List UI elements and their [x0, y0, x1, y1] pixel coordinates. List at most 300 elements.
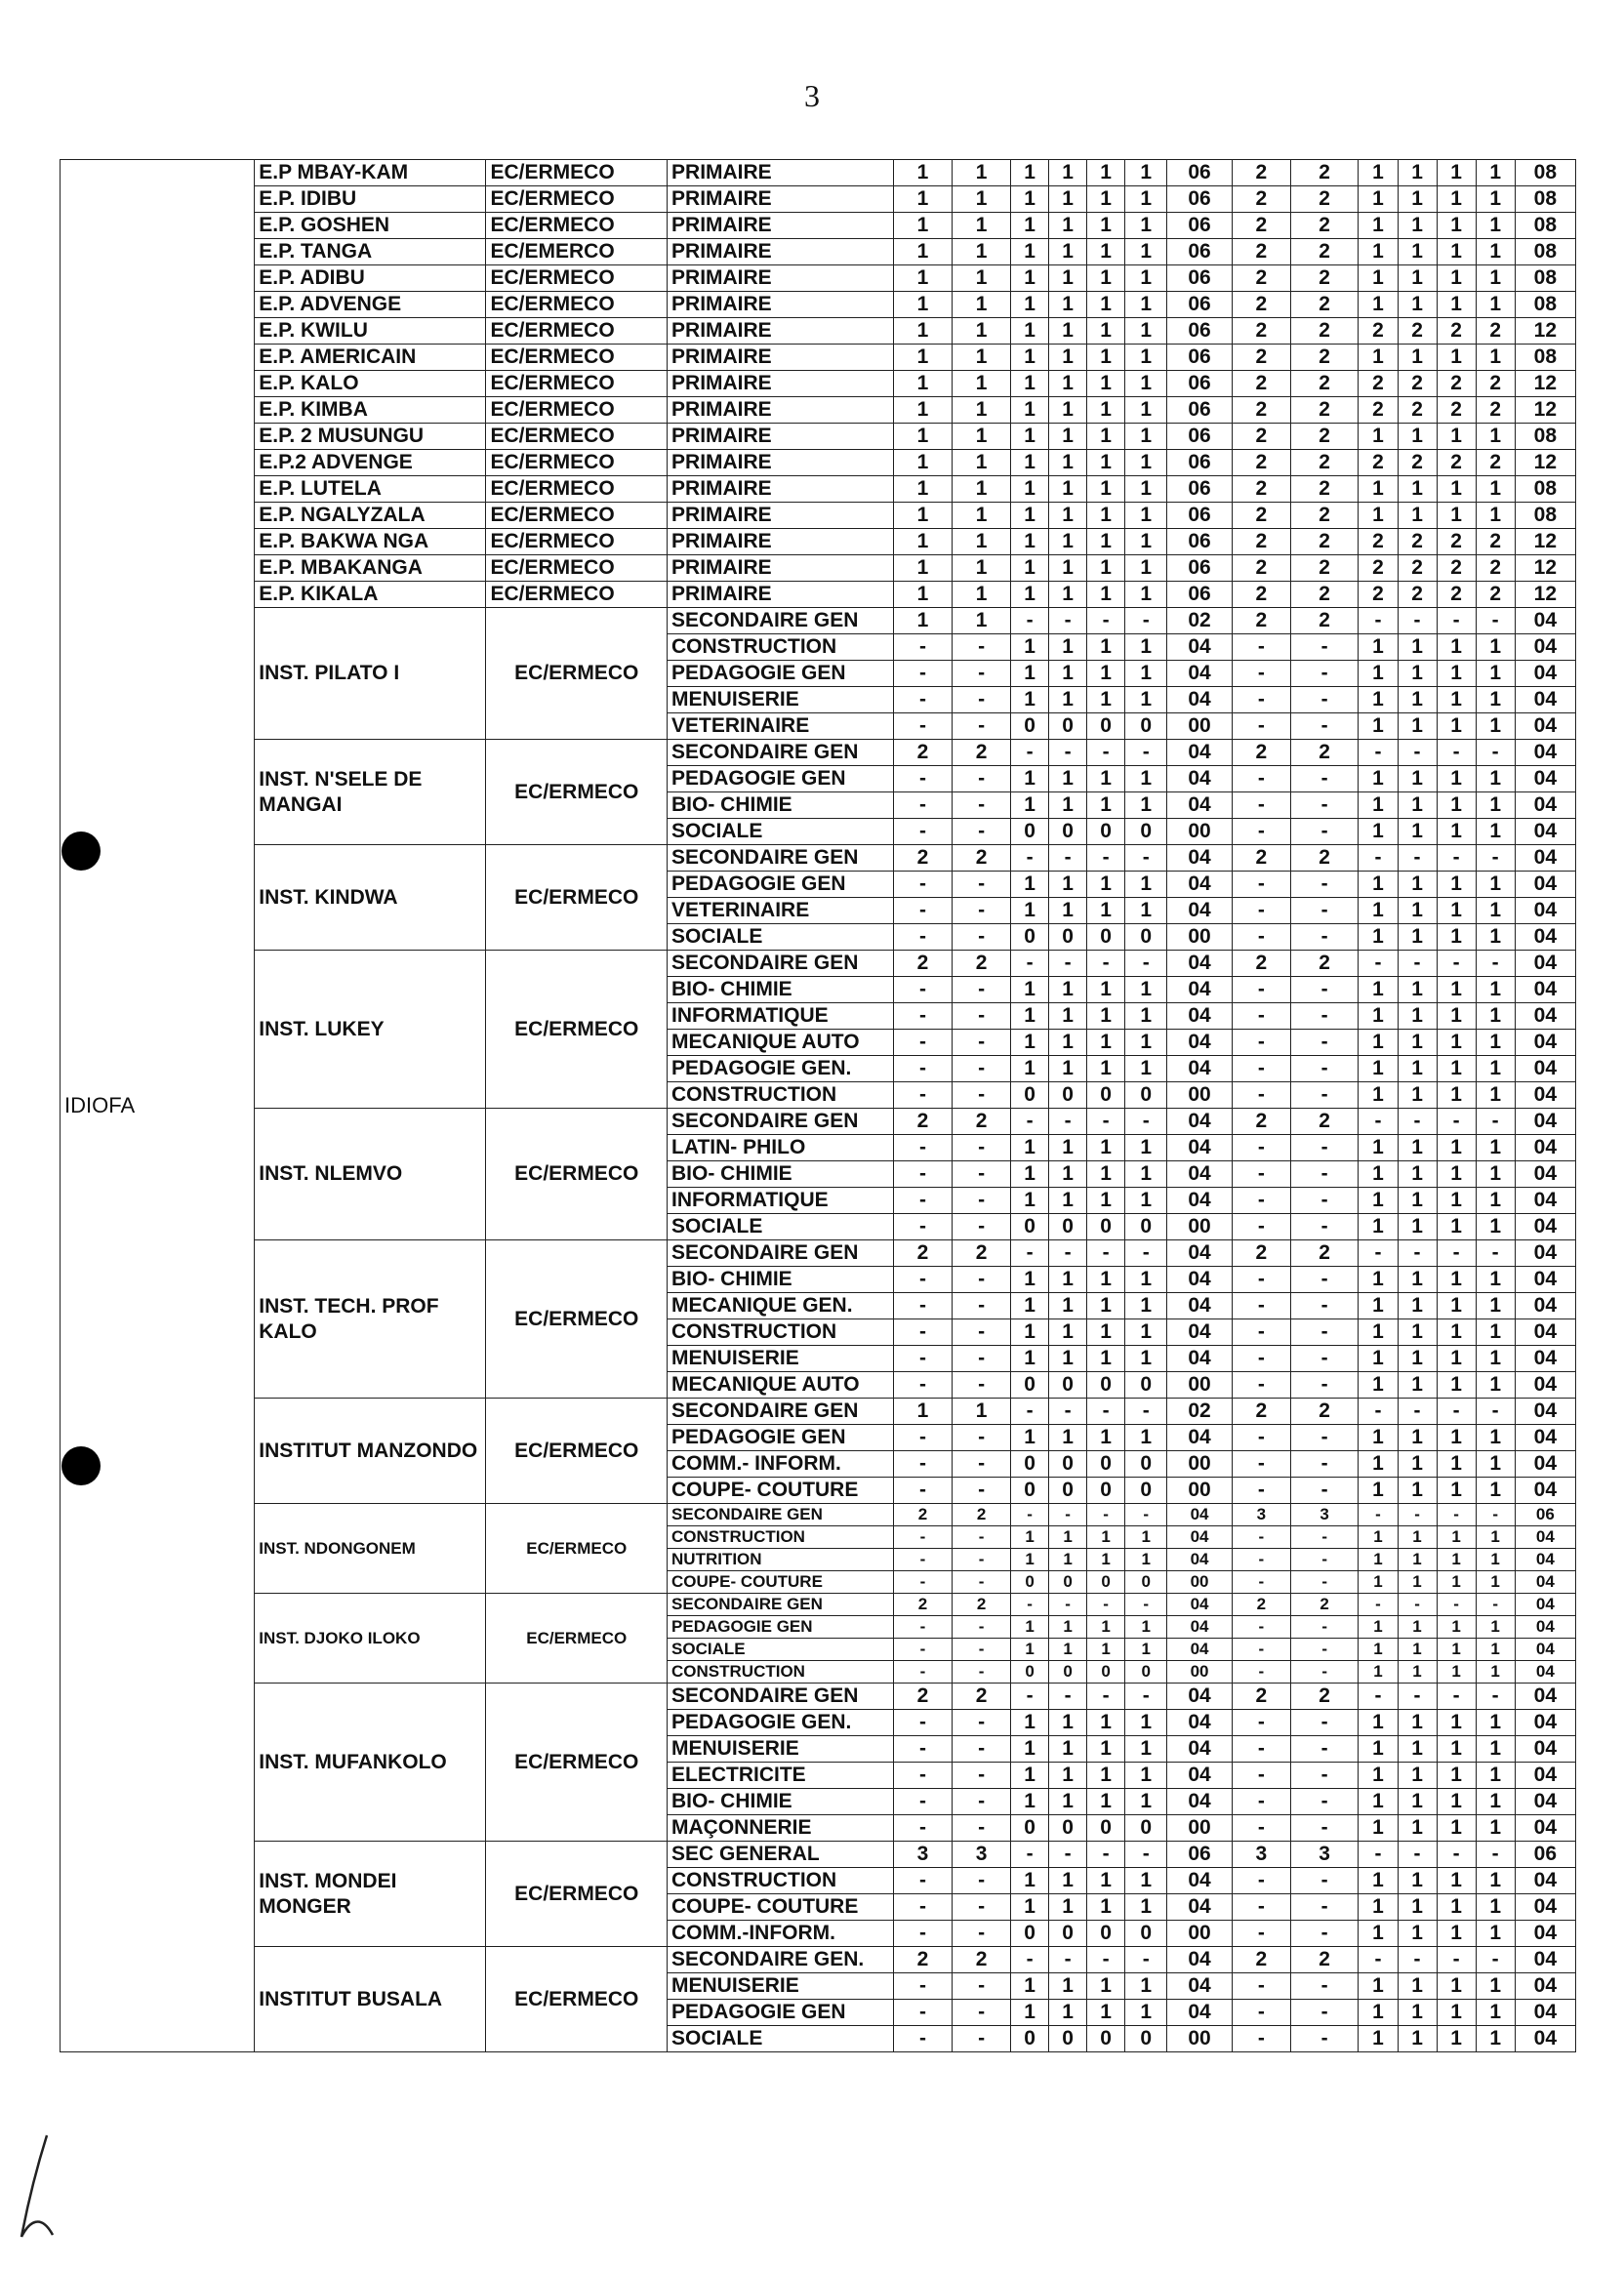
network: EC/ERMECO — [486, 529, 668, 555]
option: PEDAGOGIE GEN. — [668, 1056, 894, 1082]
value-cell: 1 — [1011, 1188, 1049, 1214]
value-cell: - — [1087, 1594, 1125, 1616]
value-cell: 2 — [1290, 345, 1359, 371]
school-name: E.P. KIKALA — [255, 582, 486, 608]
table-row — [61, 213, 1576, 239]
value-cell: 04 — [1515, 1240, 1575, 1267]
value-cell: 1 — [1125, 555, 1167, 582]
value-cell: 2 — [953, 1947, 1011, 1973]
value-cell: - — [1290, 1710, 1359, 1736]
value-cell: 04 — [1515, 1736, 1575, 1763]
value-cell: 0 — [1011, 1661, 1049, 1684]
value-cell: 2 — [1232, 476, 1290, 503]
value-cell: 0 — [1125, 1478, 1167, 1504]
value-cell: 1 — [1359, 1571, 1398, 1594]
value-cell: 1 — [1398, 1710, 1437, 1736]
value-cell: - — [1290, 1003, 1359, 1030]
value-cell: - — [1398, 608, 1437, 634]
value-cell: - — [1290, 1451, 1359, 1478]
value-cell: - — [1290, 924, 1359, 951]
value-cell: 1 — [1359, 265, 1398, 292]
value-cell: - — [1290, 1868, 1359, 1894]
value-cell: 2 — [1359, 371, 1398, 397]
value-cell: - — [1437, 1842, 1476, 1868]
option: PEDAGOGIE GEN — [668, 1616, 894, 1639]
value-cell: - — [1359, 1109, 1398, 1135]
school-name: E.P. ADIBU — [255, 265, 486, 292]
value-cell: 2 — [953, 740, 1011, 766]
value-cell: 1 — [1359, 160, 1398, 186]
value-cell: - — [1398, 1399, 1437, 1425]
value-cell: 04 — [1515, 1921, 1575, 1947]
value-cell: 08 — [1515, 186, 1575, 213]
value-cell: 1 — [1476, 476, 1515, 503]
value-cell: - — [893, 1319, 952, 1346]
value-cell: 0 — [1087, 1082, 1125, 1109]
value-cell: 1 — [1437, 634, 1476, 661]
value-cell: 1 — [1125, 1188, 1167, 1214]
value-cell: - — [1232, 924, 1290, 951]
value-cell: - — [1290, 661, 1359, 687]
value-cell: 1 — [1087, 1639, 1125, 1661]
value-cell: 0 — [1125, 1372, 1167, 1399]
value-cell: - — [893, 1639, 952, 1661]
value-cell: - — [1437, 1240, 1476, 1267]
value-cell: 1 — [1087, 1789, 1125, 1815]
value-cell: 1 — [953, 345, 1011, 371]
value-cell: - — [893, 1763, 952, 1789]
value-cell: 1 — [1398, 1921, 1437, 1947]
network: EC/ERMECO — [486, 345, 668, 371]
value-cell: 1 — [1398, 1425, 1437, 1451]
option: CONSTRUCTION — [668, 1319, 894, 1346]
value-cell: - — [1232, 1616, 1290, 1639]
value-cell: 1 — [1476, 503, 1515, 529]
value-cell: 04 — [1515, 977, 1575, 1003]
value-cell: 1 — [1398, 1894, 1437, 1921]
value-cell: 1 — [1011, 1639, 1049, 1661]
value-cell: 2 — [893, 1594, 952, 1616]
value-cell: 06 — [1167, 371, 1232, 397]
value-cell: - — [1290, 687, 1359, 713]
value-cell: 2 — [1232, 318, 1290, 345]
value-cell: 1 — [1476, 2000, 1515, 2026]
value-cell: 2 — [953, 951, 1011, 977]
value-cell: 1 — [1049, 450, 1087, 476]
value-cell: - — [893, 1478, 952, 1504]
value-cell: - — [1290, 1267, 1359, 1293]
table-row — [61, 345, 1576, 371]
value-cell: 1 — [1011, 1293, 1049, 1319]
value-cell: 1 — [1011, 529, 1049, 555]
value-cell: 2 — [1359, 318, 1398, 345]
value-cell: 12 — [1515, 450, 1575, 476]
value-cell: 1 — [1398, 1526, 1437, 1549]
option: PRIMAIRE — [668, 213, 894, 239]
value-cell: 2 — [1232, 503, 1290, 529]
value-cell: 1 — [1437, 1549, 1476, 1571]
value-cell: 1 — [953, 608, 1011, 634]
value-cell: 1 — [1011, 1868, 1049, 1894]
value-cell: 06 — [1167, 186, 1232, 213]
table-row — [61, 371, 1576, 397]
value-cell: - — [1125, 1684, 1167, 1710]
option: COMM.- INFORM. — [668, 1451, 894, 1478]
option: PRIMAIRE — [668, 450, 894, 476]
value-cell: 1 — [1359, 1815, 1398, 1842]
option: MENUISERIE — [668, 687, 894, 713]
value-cell: - — [1011, 845, 1049, 872]
value-cell: 1 — [1359, 1030, 1398, 1056]
value-cell: - — [1290, 1214, 1359, 1240]
value-cell: - — [953, 1188, 1011, 1214]
value-cell: 1 — [1087, 1319, 1125, 1346]
value-cell: 1 — [1011, 292, 1049, 318]
value-cell: 2 — [1290, 1399, 1359, 1425]
value-cell: 0 — [1049, 1661, 1087, 1684]
table-row — [61, 476, 1576, 503]
value-cell: 2 — [1232, 582, 1290, 608]
value-cell: - — [1290, 1526, 1359, 1549]
value-cell: 2 — [1290, 503, 1359, 529]
value-cell: 04 — [1515, 1789, 1575, 1815]
value-cell: 1 — [1125, 1639, 1167, 1661]
value-cell: 1 — [1359, 345, 1398, 371]
value-cell: 00 — [1167, 1082, 1232, 1109]
value-cell: 1 — [1049, 1425, 1087, 1451]
value-cell: 00 — [1167, 1372, 1232, 1399]
value-cell: 04 — [1167, 1425, 1232, 1451]
value-cell: 1 — [1398, 687, 1437, 713]
option: MENUISERIE — [668, 1736, 894, 1763]
value-cell: 1 — [1398, 345, 1437, 371]
value-cell: 1 — [1049, 292, 1087, 318]
value-cell: - — [953, 687, 1011, 713]
value-cell: - — [953, 2026, 1011, 2052]
value-cell: - — [893, 2026, 952, 2052]
value-cell: 2 — [1290, 239, 1359, 265]
option: PRIMAIRE — [668, 239, 894, 265]
value-cell: 06 — [1167, 529, 1232, 555]
value-cell: - — [953, 1710, 1011, 1736]
value-cell: 1 — [1049, 1639, 1087, 1661]
value-cell: - — [1437, 1504, 1476, 1526]
value-cell: - — [1232, 2000, 1290, 2026]
table-row — [61, 1109, 1576, 1135]
value-cell: - — [893, 819, 952, 845]
table-row — [61, 582, 1576, 608]
value-cell: 2 — [1476, 318, 1515, 345]
value-cell: 2 — [1232, 740, 1290, 766]
value-cell: 1 — [1359, 1526, 1398, 1549]
value-cell: - — [893, 1267, 952, 1293]
value-cell: 1 — [1359, 792, 1398, 819]
value-cell: - — [893, 2000, 952, 2026]
value-cell: - — [893, 687, 952, 713]
value-cell: 1 — [1359, 476, 1398, 503]
value-cell: 1 — [1398, 1346, 1437, 1372]
value-cell: 1 — [1437, 1736, 1476, 1763]
table-row — [61, 951, 1576, 977]
value-cell: 1 — [1476, 1161, 1515, 1188]
value-cell: 1 — [1087, 1526, 1125, 1549]
value-cell: - — [1290, 1815, 1359, 1842]
value-cell: - — [1290, 713, 1359, 740]
value-cell: - — [1290, 2026, 1359, 2052]
value-cell: 2 — [1232, 1399, 1290, 1425]
value-cell: 1 — [1398, 1736, 1437, 1763]
value-cell: 0 — [1125, 924, 1167, 951]
value-cell: 1 — [1437, 1478, 1476, 1504]
value-cell: 1 — [1437, 661, 1476, 687]
value-cell: 1 — [893, 371, 952, 397]
value-cell: 04 — [1167, 792, 1232, 819]
option: BIO- CHIMIE — [668, 1267, 894, 1293]
value-cell: 04 — [1515, 1161, 1575, 1188]
value-cell: - — [953, 872, 1011, 898]
value-cell: - — [1359, 740, 1398, 766]
network: EC/ERMECO — [486, 371, 668, 397]
value-cell: 1 — [1125, 1030, 1167, 1056]
option: PEDAGOGIE GEN — [668, 766, 894, 792]
value-cell: 0 — [1011, 2026, 1049, 2052]
value-cell: 04 — [1515, 2026, 1575, 2052]
table-row — [61, 318, 1576, 345]
value-cell: 1 — [1011, 661, 1049, 687]
value-cell: 1 — [1359, 1639, 1398, 1661]
value-cell: 04 — [1515, 1526, 1575, 1549]
value-cell: 1 — [1125, 1894, 1167, 1921]
value-cell: 1 — [1437, 1030, 1476, 1056]
value-cell: 1 — [1437, 1894, 1476, 1921]
school-name: E.P. MBAKANGA — [255, 555, 486, 582]
option: NUTRITION — [668, 1549, 894, 1571]
value-cell: - — [953, 1616, 1011, 1639]
value-cell: - — [953, 1135, 1011, 1161]
value-cell: 1 — [1359, 186, 1398, 213]
value-cell: 2 — [1476, 450, 1515, 476]
value-cell: - — [953, 1319, 1011, 1346]
value-cell: 1 — [1087, 371, 1125, 397]
value-cell: 1 — [1398, 2026, 1437, 2052]
value-cell: - — [953, 634, 1011, 661]
table-row — [61, 740, 1576, 766]
value-cell: 04 — [1515, 1188, 1575, 1214]
option: SECONDAIRE GEN — [668, 951, 894, 977]
value-cell: 1 — [1087, 661, 1125, 687]
value-cell: 1 — [893, 213, 952, 239]
value-cell: 06 — [1167, 582, 1232, 608]
value-cell: - — [893, 1082, 952, 1109]
value-cell: 08 — [1515, 476, 1575, 503]
value-cell: 1 — [1087, 476, 1125, 503]
value-cell: - — [1087, 1399, 1125, 1425]
value-cell: 1 — [1437, 1135, 1476, 1161]
value-cell: 12 — [1515, 371, 1575, 397]
value-cell: 1 — [1049, 503, 1087, 529]
value-cell: 1 — [1087, 555, 1125, 582]
value-cell: 04 — [1515, 1030, 1575, 1056]
value-cell: - — [1290, 1372, 1359, 1399]
value-cell: 0 — [1125, 819, 1167, 845]
value-cell: 04 — [1167, 1639, 1232, 1661]
value-cell: 1 — [1087, 1267, 1125, 1293]
value-cell: 2 — [1232, 1109, 1290, 1135]
value-cell: 04 — [1515, 1135, 1575, 1161]
value-cell: - — [1290, 1616, 1359, 1639]
value-cell: 1 — [1087, 213, 1125, 239]
value-cell: 04 — [1515, 1894, 1575, 1921]
value-cell: 1 — [1049, 766, 1087, 792]
value-cell: 2 — [1476, 371, 1515, 397]
option: VETERINAIRE — [668, 898, 894, 924]
value-cell: 0 — [1049, 1571, 1087, 1594]
value-cell: 1 — [1125, 792, 1167, 819]
value-cell: 1 — [1476, 792, 1515, 819]
value-cell: - — [1398, 951, 1437, 977]
value-cell: 1 — [953, 292, 1011, 318]
value-cell: - — [953, 1451, 1011, 1478]
value-cell: 04 — [1167, 1030, 1232, 1056]
value-cell: 00 — [1167, 1661, 1232, 1684]
value-cell: 1 — [1476, 1789, 1515, 1815]
value-cell: 00 — [1167, 1214, 1232, 1240]
value-cell: - — [1232, 1425, 1290, 1451]
value-cell: - — [953, 1661, 1011, 1684]
value-cell: 1 — [1398, 1161, 1437, 1188]
value-cell: 00 — [1167, 713, 1232, 740]
value-cell: - — [1290, 1425, 1359, 1451]
value-cell: 2 — [1232, 239, 1290, 265]
value-cell: 1 — [1049, 1789, 1087, 1815]
value-cell: - — [893, 872, 952, 898]
value-cell: 1 — [1437, 1056, 1476, 1082]
value-cell: - — [1011, 1594, 1049, 1616]
value-cell: - — [893, 766, 952, 792]
value-cell: 2 — [1290, 265, 1359, 292]
value-cell: - — [1476, 608, 1515, 634]
value-cell: - — [1232, 1161, 1290, 1188]
option: PRIMAIRE — [668, 397, 894, 424]
value-cell: 04 — [1515, 1549, 1575, 1571]
value-cell: 1 — [1437, 792, 1476, 819]
school-name: INST. N'SELE DE MANGAI — [255, 740, 486, 845]
value-cell: - — [1125, 845, 1167, 872]
school-name: E.P. NGALYZALA — [255, 503, 486, 529]
value-cell: 1 — [1125, 1549, 1167, 1571]
value-cell: 1 — [1125, 476, 1167, 503]
table-row — [61, 1240, 1576, 1267]
value-cell: 1 — [1398, 1030, 1437, 1056]
value-cell: 2 — [1232, 951, 1290, 977]
value-cell: - — [953, 1003, 1011, 1030]
value-cell: - — [1049, 1240, 1087, 1267]
value-cell: - — [953, 1478, 1011, 1504]
option: CONSTRUCTION — [668, 1082, 894, 1109]
network: EC/ERMECO — [486, 450, 668, 476]
value-cell: 1 — [1359, 1661, 1398, 1684]
value-cell: 1 — [1087, 345, 1125, 371]
value-cell: - — [1290, 1188, 1359, 1214]
value-cell: 0 — [1049, 1372, 1087, 1399]
value-cell: 2 — [1232, 845, 1290, 872]
value-cell: 0 — [1087, 924, 1125, 951]
value-cell: 1 — [1125, 898, 1167, 924]
value-cell: - — [1232, 1639, 1290, 1661]
network: EC/ERMECO — [486, 951, 668, 1109]
value-cell: - — [1437, 740, 1476, 766]
value-cell: 1 — [1359, 634, 1398, 661]
option: MECANIQUE AUTO — [668, 1030, 894, 1056]
value-cell: 1 — [1476, 713, 1515, 740]
value-cell: 04 — [1167, 2000, 1232, 2026]
value-cell: - — [1232, 1921, 1290, 1947]
value-cell: 04 — [1515, 924, 1575, 951]
value-cell: 1 — [1437, 1267, 1476, 1293]
value-cell: - — [893, 1214, 952, 1240]
value-cell: 1 — [1011, 1030, 1049, 1056]
option: PEDAGOGIE GEN — [668, 872, 894, 898]
value-cell: 04 — [1167, 740, 1232, 766]
option: COUPE- COUTURE — [668, 1478, 894, 1504]
value-cell: 1 — [1049, 1973, 1087, 2000]
value-cell: 1 — [1049, 977, 1087, 1003]
value-cell: 04 — [1515, 792, 1575, 819]
network: EC/ERMECO — [486, 845, 668, 951]
value-cell: 0 — [1011, 713, 1049, 740]
value-cell: 1 — [1437, 1161, 1476, 1188]
value-cell: 1 — [1049, 1346, 1087, 1372]
value-cell: 2 — [1232, 397, 1290, 424]
value-cell: 1 — [1398, 898, 1437, 924]
school-name: E.P. IDIBU — [255, 186, 486, 213]
value-cell: 0 — [1087, 1478, 1125, 1504]
value-cell: - — [1232, 661, 1290, 687]
value-cell: 1 — [1476, 1135, 1515, 1161]
option: BIO- CHIMIE — [668, 792, 894, 819]
value-cell: 1 — [1125, 318, 1167, 345]
value-cell: - — [1232, 1868, 1290, 1894]
value-cell: - — [953, 1571, 1011, 1594]
network: EC/ERMECO — [486, 397, 668, 424]
value-cell: 1 — [893, 292, 952, 318]
value-cell: 1 — [1125, 503, 1167, 529]
value-cell: 1 — [1437, 1639, 1476, 1661]
value-cell: 1 — [1437, 1616, 1476, 1639]
value-cell: 04 — [1167, 634, 1232, 661]
value-cell: 0 — [1087, 1372, 1125, 1399]
value-cell: - — [1290, 1293, 1359, 1319]
value-cell: 1 — [1359, 1267, 1398, 1293]
value-cell: 08 — [1515, 345, 1575, 371]
option: SOCIALE — [668, 1214, 894, 1240]
value-cell: 0 — [1011, 1815, 1049, 1842]
value-cell: - — [893, 713, 952, 740]
value-cell: 2 — [1290, 608, 1359, 634]
value-cell: 3 — [1232, 1842, 1290, 1868]
network: EC/ERMECO — [486, 1399, 668, 1504]
value-cell: 1 — [1398, 239, 1437, 265]
option: MENUISERIE — [668, 1346, 894, 1372]
value-cell: - — [1290, 898, 1359, 924]
value-cell: 0 — [1049, 1921, 1087, 1947]
value-cell: 1 — [1476, 1868, 1515, 1894]
value-cell: 1 — [1398, 1214, 1437, 1240]
value-cell: 1 — [893, 608, 952, 634]
school-name: E.P. KALO — [255, 371, 486, 397]
value-cell: 04 — [1515, 1478, 1575, 1504]
value-cell: 1 — [1011, 687, 1049, 713]
